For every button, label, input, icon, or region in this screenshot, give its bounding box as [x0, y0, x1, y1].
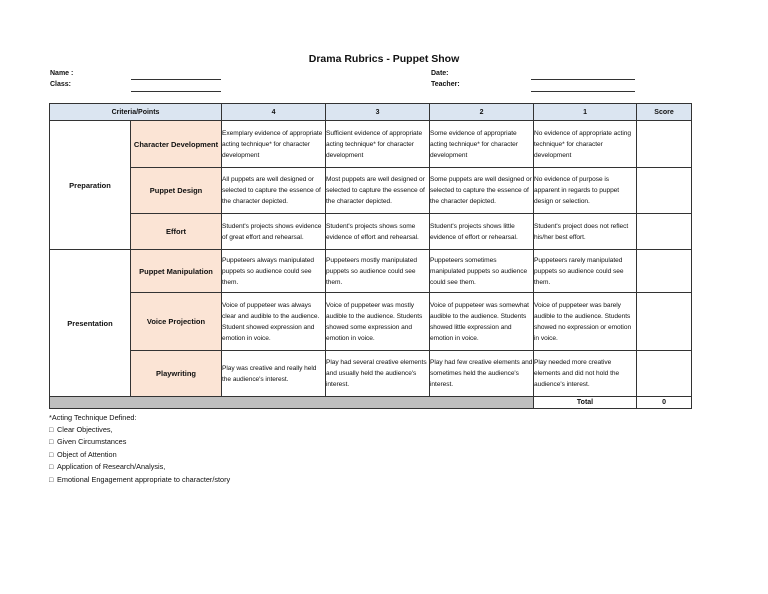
- score-cell[interactable]: [637, 168, 692, 214]
- list-item: □ Emotional Engagement appropriate to character/story: [49, 474, 230, 487]
- page-title: Drama Rubrics - Puppet Show: [308, 53, 460, 65]
- descriptor-cell: Play had several creative elements and usually held the audience's interest.: [326, 351, 430, 397]
- points-1-header: 1: [534, 104, 637, 121]
- total-row: [50, 397, 692, 409]
- descriptor-cell: Sufficient evidence of appropriate acting technique* for character development: [326, 121, 430, 168]
- notes-heading: *Acting Technique Defined:: [49, 413, 137, 422]
- acting-technique-notes: [49, 412, 230, 486]
- score-cell[interactable]: [637, 121, 692, 168]
- date-field[interactable]: [531, 79, 635, 80]
- criterion-effort: Effort: [131, 214, 222, 250]
- descriptor-cell: Voice of puppeteer was always clear and audible to the audience. Student showed expression and emotion in voice.: [222, 293, 326, 351]
- descriptor-cell: Voice of puppeteer was somewhat audible to the audience. Students showed little expression and emotion in voice.: [430, 293, 534, 351]
- score-header: Score: [637, 104, 692, 121]
- descriptor-cell: Most puppets are well designed or selected to capture the essence of the character depicted.: [326, 168, 430, 214]
- rubric-table: [49, 103, 692, 409]
- descriptor-cell: Voice of puppeteer was barely audible to the audience. Students showed no expression or emotion in voice.: [534, 293, 637, 351]
- category-presentation: Presentation: [50, 250, 131, 397]
- table-row: [50, 293, 692, 351]
- descriptor-cell: Some puppets are well designed or selected to capture the essence of the character depicted.: [430, 168, 534, 214]
- score-cell[interactable]: [637, 250, 692, 293]
- points-4-header: 4: [222, 104, 326, 121]
- descriptor-cell: No evidence of appropriate acting technique* for character development: [534, 121, 637, 168]
- descriptor-cell: Puppeteers sometimes manipulated puppets so audience could see them.: [430, 250, 534, 293]
- table-row: [50, 214, 692, 250]
- descriptor-cell: Some evidence of appropriate acting technique* for character development: [430, 121, 534, 168]
- descriptor-cell: Student's projects shows evidence of great effort and rehearsal.: [222, 214, 326, 250]
- name-label: Name :: [50, 70, 74, 77]
- table-row: [50, 250, 692, 293]
- teacher-field[interactable]: [531, 91, 635, 92]
- list-item: □ Application of Research/Analysis,: [49, 461, 230, 474]
- criterion-character-development: Character Development: [131, 121, 222, 168]
- descriptor-cell: Student's projects shows some evidence of effort and rehearsal.: [326, 214, 430, 250]
- criterion-puppet-manipulation: Puppet Manipulation: [131, 250, 222, 293]
- checkbox-icon: □: [49, 476, 54, 484]
- list-item: □ Given Circumstances: [49, 436, 230, 449]
- checkbox-icon: □: [49, 426, 54, 434]
- class-label: Class:: [50, 81, 72, 88]
- table-row: [50, 168, 692, 214]
- descriptor-cell: Exemplary evidence of appropriate acting technique* for character development: [222, 121, 326, 168]
- total-value: 0: [637, 397, 692, 409]
- score-cell[interactable]: [637, 293, 692, 351]
- points-2-header: 2: [430, 104, 534, 121]
- date-label: Date:: [431, 70, 449, 77]
- total-label: Total: [534, 397, 637, 409]
- table-row: [50, 121, 692, 168]
- points-3-header: 3: [326, 104, 430, 121]
- teacher-label: Teacher:: [431, 81, 460, 88]
- criterion-puppet-design: Puppet Design: [131, 168, 222, 214]
- checkbox-icon: □: [49, 451, 54, 459]
- table-row: [50, 351, 692, 397]
- descriptor-cell: All puppets are well designed or selected to capture the essence of the character depicted.: [222, 168, 326, 214]
- descriptor-cell: Voice of puppeteer was mostly audible to the audience. Students showed some expression and emotion in voice.: [326, 293, 430, 351]
- criterion-playwriting: Playwriting: [131, 351, 222, 397]
- descriptor-cell: Puppeteers mostly manipulated puppets so audience could see them.: [326, 250, 430, 293]
- descriptor-cell: Puppeteers rarely manipulated puppets so audience could see them.: [534, 250, 637, 293]
- score-cell[interactable]: [637, 214, 692, 250]
- category-preparation: Preparation: [50, 121, 131, 250]
- descriptor-cell: Puppeteers always manipulated puppets so audience could see them.: [222, 250, 326, 293]
- total-row-filler: [50, 397, 534, 409]
- criteria-header: Criteria/Points: [50, 104, 222, 121]
- descriptor-cell: Student's project does not reflect his/her best effort.: [534, 214, 637, 250]
- descriptor-cell: Student's projects shows little evidence of effort or rehearsal.: [430, 214, 534, 250]
- list-item: □ Object of Attention: [49, 449, 230, 462]
- descriptor-cell: Play needed more creative elements and did not hold the audience's interest.: [534, 351, 637, 397]
- name-field[interactable]: [131, 79, 221, 80]
- criterion-voice-projection: Voice Projection: [131, 293, 222, 351]
- descriptor-cell: Play had few creative elements and sometimes held the audience's interest.: [430, 351, 534, 397]
- checkbox-icon: □: [49, 464, 54, 471]
- checkbox-icon: □: [49, 439, 54, 446]
- class-field[interactable]: [131, 91, 221, 92]
- list-item: □ Clear Objectives,: [49, 424, 230, 437]
- descriptor-cell: No evidence of purpose is apparent in regards to puppet design or selection.: [534, 168, 637, 214]
- descriptor-cell: Play was creative and really held the audience's interest.: [222, 351, 326, 397]
- score-cell[interactable]: [637, 351, 692, 397]
